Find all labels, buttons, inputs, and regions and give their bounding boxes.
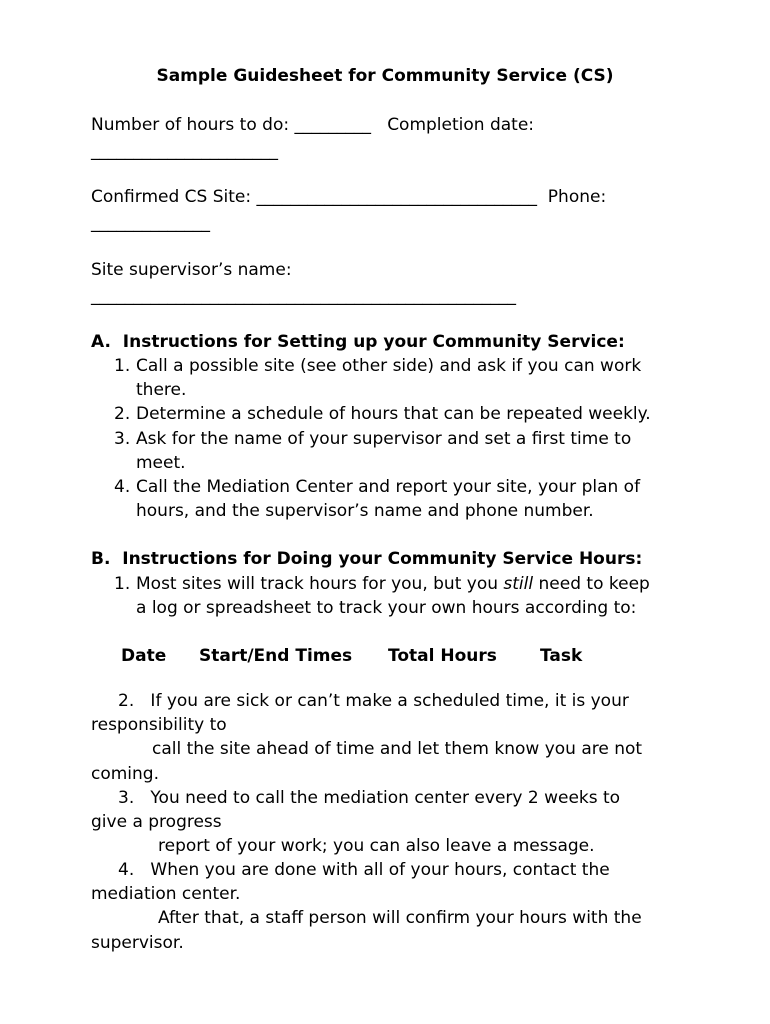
list-item-cont: coming. <box>91 764 159 784</box>
list-item-cont: responsibility to <box>91 715 227 735</box>
list-item-number: 2. <box>114 404 131 424</box>
list-item-number: 3. <box>114 429 131 449</box>
list-item-cont: supervisor. <box>91 933 184 953</box>
list-item-number: 1. <box>114 574 131 594</box>
hours-field-line: Number of hours to do: _________ Completion date: <box>91 115 535 135</box>
completion-date-blank: ______________________ <box>91 141 278 161</box>
supervisor-name-blank: __________________________________________________ <box>91 286 516 306</box>
section-a-heading: A. Instructions for Setting up your Community Service: <box>91 332 625 352</box>
list-item: 3. You need to call the mediation center every 2 weeks to <box>118 788 621 808</box>
list-item-cont: meet. <box>136 453 186 473</box>
list-item-number: 1. <box>114 356 131 376</box>
list-item-cont: give a progress <box>91 812 222 832</box>
list-item: 4. When you are done with all of your hours, contact the <box>118 860 610 880</box>
list-item-cont: mediation center. <box>91 884 241 904</box>
list-item-cont: there. <box>136 380 187 400</box>
section-b-heading: B. Instructions for Doing your Community Service Hours: <box>91 549 643 569</box>
cs-site-field-line: Confirmed CS Site: _________________________________ Phone: <box>91 187 607 207</box>
supervisor-name-label: Site supervisor’s name: <box>91 260 292 280</box>
list-item-cont: a log or spreadsheet to track your own hours according to: <box>136 598 637 618</box>
list-item-number: 4. <box>114 477 131 497</box>
log-column-total-hours: Total Hours <box>388 646 497 666</box>
list-item: Determine a schedule of hours that can be repeated weekly. <box>136 404 651 424</box>
emphasis-still: still <box>503 574 534 594</box>
list-item: Most sites will track hours for you, but you still need to keep <box>136 574 650 594</box>
document-title: Sample Guidesheet for Community Service (CS) <box>156 66 614 86</box>
log-column-start-end-times: Start/End Times <box>199 646 353 666</box>
list-item: 2. If you are sick or can’t make a scheduled time, it is your <box>118 691 629 711</box>
list-item: Call a possible site (see other side) and ask if you can work <box>136 356 642 376</box>
list-item-cont: report of your work; you can also leave a message. <box>158 836 595 856</box>
phone-blank: ______________ <box>91 213 210 233</box>
list-item-cont: hours, and the supervisor’s name and phone number. <box>136 501 594 521</box>
list-item-cont: After that, a staff person will confirm your hours with the <box>158 908 642 928</box>
list-item: Call the Mediation Center and report your site, your plan of <box>136 477 641 497</box>
log-column-date: Date <box>121 646 167 666</box>
log-column-task: Task <box>540 646 583 666</box>
list-item: Ask for the name of your supervisor and set a first time to <box>136 429 632 449</box>
list-item-cont: call the site ahead of time and let them know you are not <box>152 739 643 759</box>
